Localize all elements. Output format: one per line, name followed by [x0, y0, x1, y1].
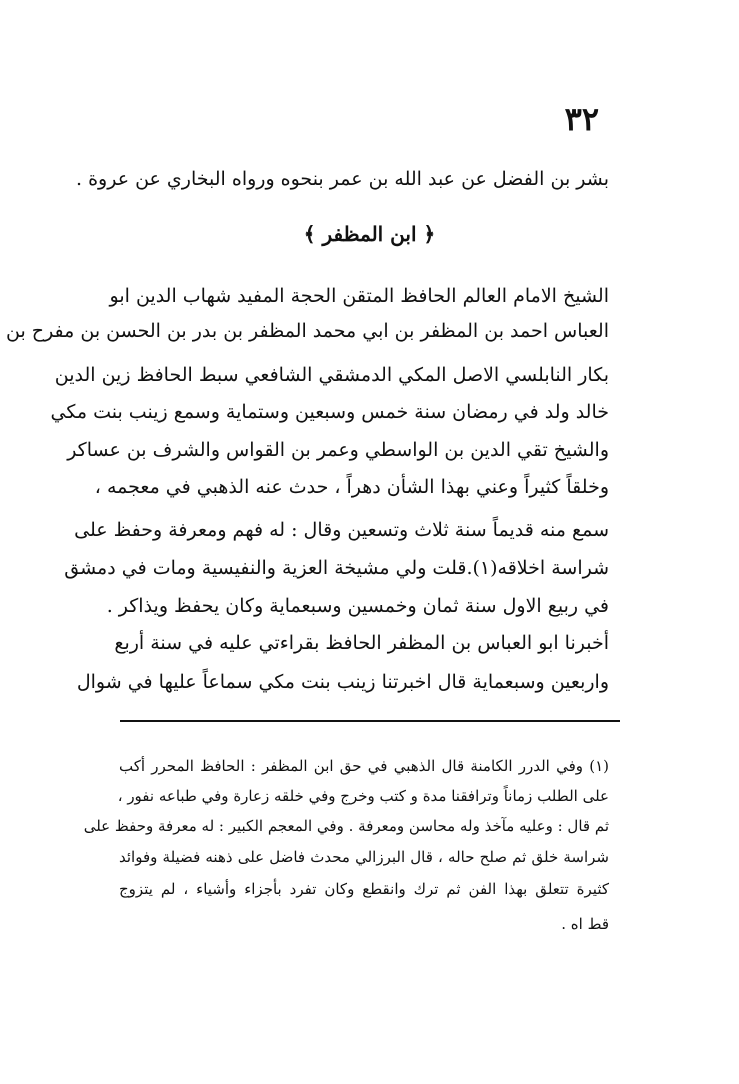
body-line: وخلقاً كثيراً وعني بهذا الشأن دهراً ، حدث عنه الذهبي في معجمه ،	[94, 476, 609, 498]
footnote-line: (١) وفي الدرر الكامنة قال الذهبي في حق ابن المظفر : الحافظ المحرر أكب	[119, 757, 609, 775]
body-line: في ربيع الاول سنة ثمان وخمسين وسبعماية وكان يحفظ ويذاكر .	[106, 595, 609, 617]
body-line: أخبرنا ابو العباس بن المظفر الحافظ بقراءتي عليه في سنة أربع	[114, 632, 609, 654]
body-line: والشيخ تقي الدين بن الواسطي وعمر بن القواس والشرف بن عساكر	[67, 439, 609, 461]
footnote-line: ثم قال : وعليه مآخذ وله محاسن ومعرفة . وفي المعجم الكبير : له معرفة وحفظ على	[83, 817, 609, 835]
body-line: خالد ولد في رمضان سنة خمس وسبعين وستماية وسمع زينب بنت مكي	[50, 401, 609, 423]
body-line: الشيخ الامام العالم الحافظ المتقن الحجة المفيد شهاب الدين ابو	[109, 285, 609, 307]
footnote-divider	[120, 720, 620, 722]
section-heading: ﴿ ابن المظفر ﴾	[303, 222, 436, 246]
footnote-line: كثيرة تتعلق بهذا الفن ثم ترك وانقطع وكان تفرد بأجزاء وأشياء ، لم يتزوج	[119, 880, 609, 898]
body-line: سمع منه قديماً سنة ثلاث وتسعين وقال : له فهم ومعرفة وحفظ على	[74, 519, 609, 541]
body-line: العباس احمد بن المظفر بن ابي محمد المظفر بن بدر بن الحسن بن مفرح بن	[6, 320, 609, 342]
body-line: بكار النابلسي الاصل المكي الدمشقي الشافعي سبط الحافظ زين الدين	[54, 364, 609, 386]
page-number: ٣٢	[564, 100, 599, 138]
body-line: واربعين وسبعماية قال اخبرتنا زينب بنت مكي سماعاً عليها في شوال	[76, 671, 609, 693]
body-line: شراسة اخلاقه(١).قلت ولي مشيخة العزية والنفيسية ومات في دمشق	[64, 557, 609, 579]
footnote-line: على الطلب زماناً وترافقنا مدة و كتب وخرج وفي خلقه زعارة وفي طباعه نفور ،	[117, 787, 609, 805]
footnote-line: شراسة خلق ثم صلح حاله ، قال البرزالي محدث فاضل على ذهنه فضيلة وفوائد	[119, 848, 609, 866]
intro-line: بشر بن الفضل عن عبد الله بن عمر بنحوه ورواه البخاري عن عروة .	[76, 168, 609, 190]
footnote-line: قط اه .	[561, 915, 609, 933]
